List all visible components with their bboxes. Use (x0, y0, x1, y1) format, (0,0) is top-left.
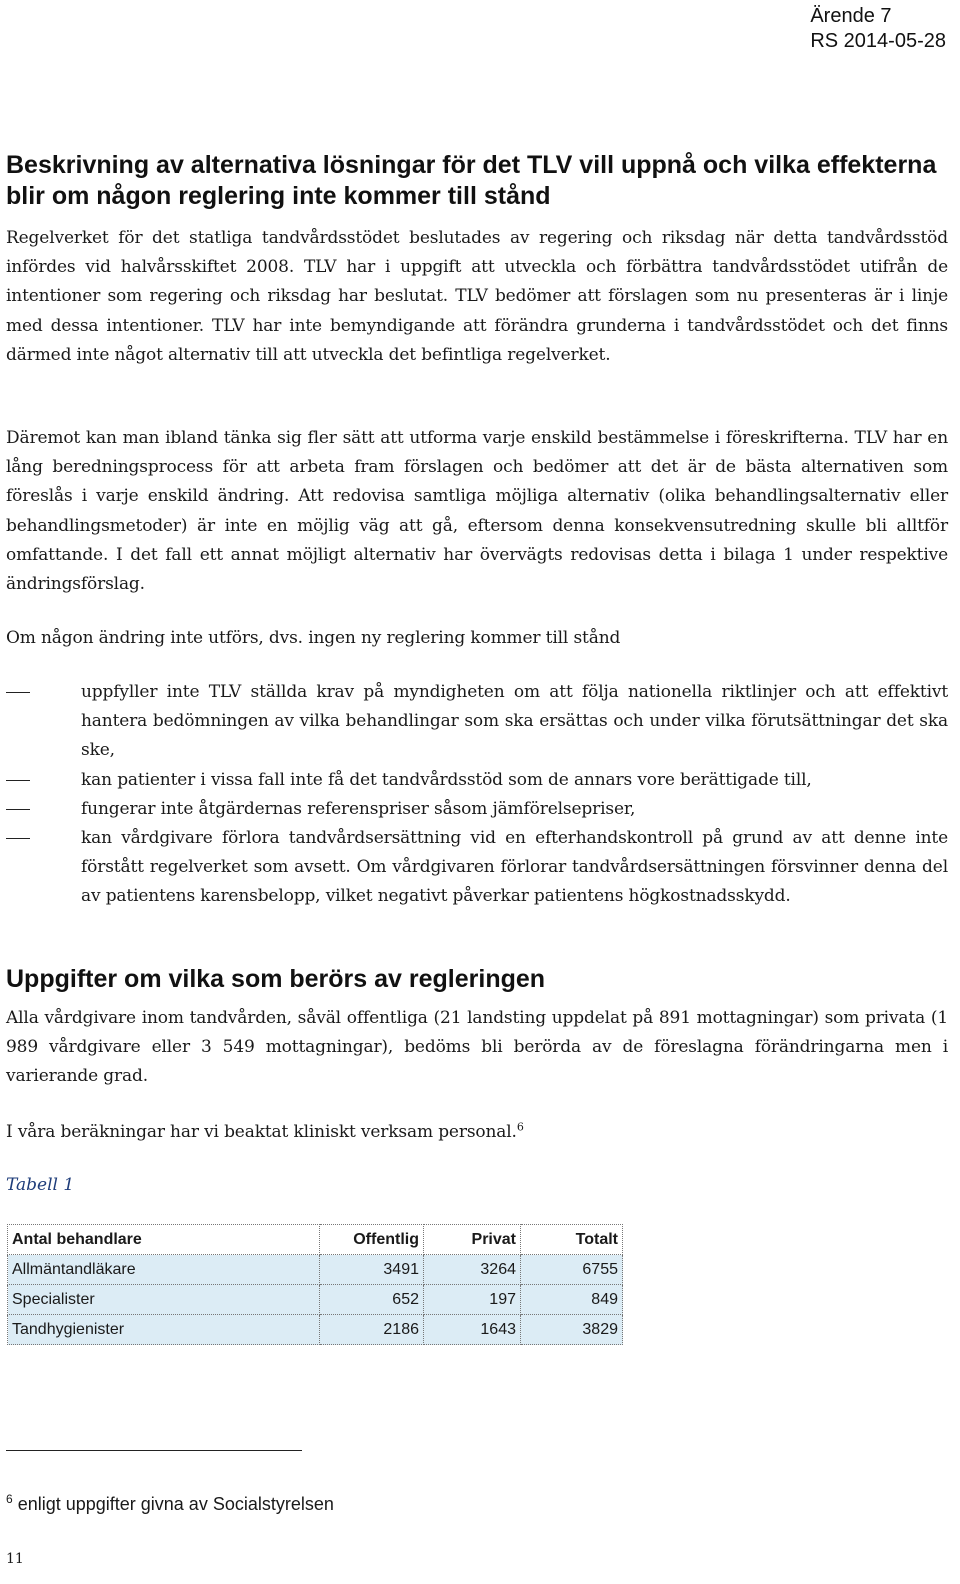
table-caption: Tabell 1 (6, 1175, 75, 1195)
list-item (6, 678, 948, 766)
list-item-text: fungerar inte åtgärdernas referenspriser såsom jämförelsepriser, (81, 798, 636, 819)
table-header-cell: Offentlig (320, 1225, 424, 1255)
table-header-cell: Totalt (521, 1225, 623, 1255)
section-title: Beskrivning av alternativa lösningar för det TLV vill uppnå och vilka effekterna blir om någon reglering inte kommer till stånd (6, 151, 937, 210)
table-cell: 849 (521, 1285, 623, 1315)
paragraph-1: Regelverket för det statliga tandvårdsstödet beslutades av regering och riksdag när detta tandvårdsstöd infördes vid halvårsskiftet 2008. TLV har i uppgift att utveckla och förbättra tandvårdsstödet utifrån de intentioner som regering och riksdag har beslutat. TLV bedömer att förslagen som nu presenteras är i linje med dessa intentioner. TLV har inte bemyndigande att förändra grunderna i tandvårdsstödet och det finns därmed inte något alternativ till att utveckla det befintliga regelverket. (6, 228, 948, 365)
practitioners-table (7, 1224, 623, 1345)
page-number: 11 (6, 1551, 24, 1567)
dash-marker (6, 780, 30, 781)
list-item (6, 795, 948, 824)
table-cell: Tandhygienister (8, 1315, 320, 1345)
table-cell: 2186 (320, 1315, 424, 1345)
table-row (8, 1315, 623, 1345)
paragraph-3: Om någon ändring inte utförs, dvs. ingen ny reglering kommer till stånd (6, 628, 621, 648)
affected-paragraph: Alla vårdgivare inom tandvården, såväl offentliga (21 landsting uppdelat på 891 mottagningar) som privata (1 989 vårdgivare eller 3 549 mottagningar), bedöms bli berörda av de föreslagna förändringarna men i varierande grad. (6, 1008, 948, 1087)
table-cell: 3491 (320, 1255, 424, 1285)
calculation-paragraph (6, 1118, 948, 1147)
table-cell: 197 (424, 1285, 521, 1315)
table-cell: 652 (320, 1285, 424, 1315)
document-header (810, 4, 946, 54)
table-cell: 6755 (521, 1255, 623, 1285)
footnote-reference: 6 (516, 1120, 524, 1134)
list-item (6, 766, 948, 795)
footnote-separator (6, 1450, 302, 1451)
table-cell: Specialister (8, 1285, 320, 1315)
section-heading-affected: Uppgifter om vilka som berörs av regleringen (6, 965, 546, 993)
table-cell: 1643 (424, 1315, 521, 1345)
table-row (8, 1255, 623, 1285)
dash-marker (6, 838, 30, 839)
reference-date: RS 2014-05-28 (810, 30, 946, 52)
consequence-list (6, 678, 948, 912)
table-header-row (8, 1225, 623, 1255)
dash-marker (6, 692, 30, 693)
table-row (8, 1285, 623, 1315)
table-header-cell: Privat (424, 1225, 521, 1255)
table-header-cell: Antal behandlare (8, 1225, 320, 1255)
footnote-text: enligt uppgifter givna av Socialstyrelsen (12, 1494, 334, 1514)
dash-marker (6, 809, 30, 810)
list-item-text: kan vårdgivare förlora tandvårdsersättning vid en efterhandskontroll på grund av att denne inte förstått regelverket som avsett. Om vårdgivaren förlorar tandvårdsersättningen försvinner denna del av patientens karensbelopp, vilket negativt påverkar patientens högkostnadsskydd. (81, 828, 948, 907)
paragraph-2: Däremot kan man ibland tänka sig fler sätt att utforma varje enskild bestämmelse i föreskrifterna. TLV har en lång beredningsprocess för att arbeta fram förslagen och bedömer att det är de bästa alternativen som föreslås i varje enskild ändring. Att redovisa samtliga möjliga alternativ (olika behandlingsalternativ eller behandlingsmetoder) är inte en möjlig väg att gå, eftersom denna konsekvensutredning skulle bli alltför omfattande. I det fall ett annat möjligt alternativ har övervägts redovisas detta i bilaga 1 under respektive ändringsförslag. (6, 428, 948, 595)
calculation-text: I våra beräkningar har vi beaktat kliniskt verksam personal. (6, 1122, 517, 1142)
footnote-number: 6 (6, 1492, 13, 1506)
list-item-text: uppfyller inte TLV ställda krav på myndigheten om att följa nationella riktlinjer och att effektivt hantera bedömningen av vilka behandlingar som ska ersättas och under vilka förutsättningar det ska ske, (81, 682, 948, 761)
list-item-text: kan patienter i vissa fall inte få det tandvårdsstöd som de annars vore berättigade till, (81, 769, 812, 790)
list-item (6, 824, 948, 912)
case-number: Ärende 7 (810, 5, 892, 27)
table-cell: Allmäntandläkare (8, 1255, 320, 1285)
table-cell: 3264 (424, 1255, 521, 1285)
table-cell: 3829 (521, 1315, 623, 1345)
footnote (6, 1492, 334, 1516)
